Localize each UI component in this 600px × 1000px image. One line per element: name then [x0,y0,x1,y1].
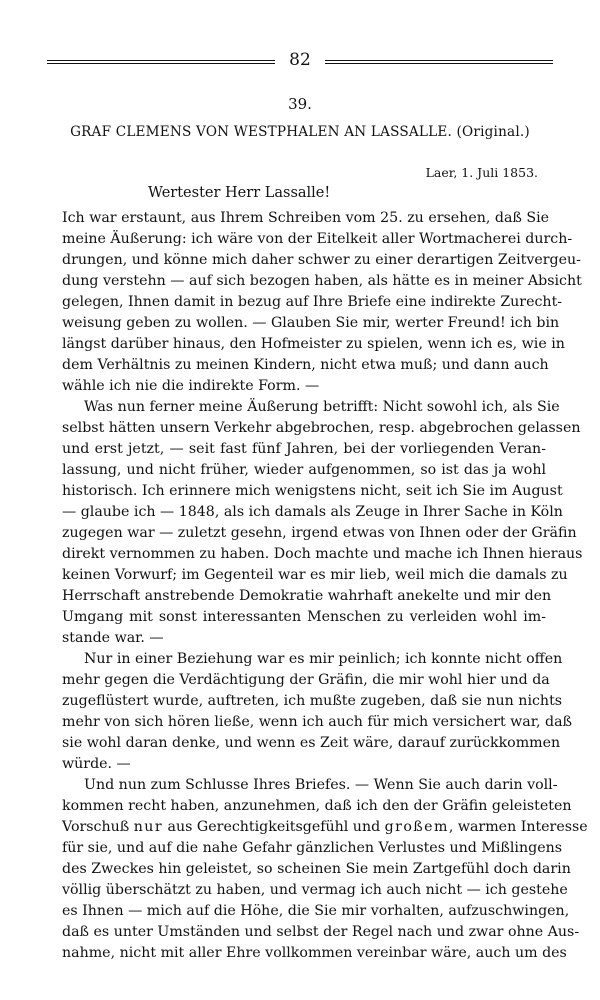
text-line-emphasis [62,817,588,838]
text-line: nahme, nicht mit aller Ehre vollkommen vereinbar wäre, auch um des [62,945,567,961]
letter-salutation: Wertester Herr Lassalle! [148,185,331,201]
letter-title: GRAF CLEMENS VON WESTPHALEN AN LASSALLE. (Original.) [70,124,530,140]
text-line: mehr gegen die Verdächtigung der Gräfin, die mir wohl hier und da [62,672,550,688]
text-segment: aus Gerechtigkeitsgefühl und [163,819,385,835]
text-line: stande war. — [62,630,164,646]
spaced-emphasis: nur [133,819,164,835]
spaced-emphasis: großem [384,819,449,835]
text-line: dem Verhältnis zu meinen Kindern, nicht etwa muß; und dann auch [62,357,549,373]
text-line: historisch. Ich erinnere mich wenigstens nicht, seit ich Sie im August [62,483,563,499]
text-line: daß es unter Umständen und selbst der Regel nach und zwar ohne Aus- [62,924,580,940]
text-line: längst darüber hinaus, den Hofmeister zu spielen, wenn ich es, wie in [62,336,565,352]
text-line: Und nun zum Schlusse Ihres Briefes. — Wenn Sie auch darin voll- [84,777,558,793]
text-line: drungen, und könne mich daher schwer zu einer derartigen Zeitvergeu- [62,252,581,268]
header-rule-left [47,60,275,64]
text-line: Herrschaft anstrebende Demokratie wahrhaft anekelte und mir den [62,588,552,604]
text-line: — glaube ich — 1848, als ich damals als Zeuge in Ihrer Sache in Köln [62,504,563,520]
text-line: Was nun ferner meine Äußerung betrifft: Nicht sowohl ich, als Sie [84,399,560,415]
text-segment: , warmen Interesse [448,819,588,835]
text-segment: Vorschuß [62,819,134,835]
letter-body [62,208,588,964]
letter-number: 39. [288,95,312,113]
text-line: dung verstehn — auf sich bezogen haben, als hätte es in meiner Absicht [62,273,582,289]
text-line: zugeflüstert wurde, auftreten, ich mußte zugeben, daß sie nun nichts [62,693,563,709]
text-line: des Zweckes hin geleistet, so scheinen Sie mein Zartgefühl doch darin [62,861,571,877]
text-line: Ich war erstaunt, aus Ihrem Schreiben vom 25. zu ersehen, daß Sie [62,210,550,226]
text-line: und erst jetzt, — seit fast fünf Jahren, bei der vorliegenden Veran- [62,441,546,457]
page-number: 82 [289,50,311,70]
text-line: gelegen, Ihnen damit in bezug auf Ihre Briefe eine indirekte Zurecht- [62,294,563,310]
text-line: zugegen war — zuletzt gesehn, irgend etwas von Ihnen oder der Gräfin [62,525,577,541]
text-line: es Ihnen — mich auf die Höhe, die Sie mir vorhalten, aufzuschwingen, [62,903,570,919]
text-line: wähle ich nie die indirekte Form. — [62,378,320,394]
text-line: sie wohl daran denke, und wenn es Zeit wäre, darauf zurückkommen [62,735,561,751]
text-line: für sie, und auf die nahe Gefahr gänzlichen Verlustes und Mißlingens [62,840,563,856]
page-header [47,48,553,76]
text-line: keinen Vorwurf; im Gegenteil war es mir lieb, weil mich die damals zu [62,567,568,583]
text-line: mehr von sich hören ließe, wenn ich auch für mich versichert war, daß [62,714,573,730]
text-line: lassung, und nicht früher, wieder aufgenommen, so ist das ja wohl [62,462,546,478]
text-line: weisung geben zu wollen. — Glauben Sie mir, werter Freund! ich bin [62,315,560,331]
text-line: selbst hätten unsern Verkehr abgebrochen, resp. abgebrochen gelassen [62,420,581,436]
text-line: würde. — [62,756,131,772]
text-line: völlig überschätzt zu haben, und vermag ich auch nicht — ich gestehe [62,882,568,898]
text-line: direkt vernommen zu haben. Doch machte und mache ich Ihnen hieraus [62,546,583,562]
text-line: Nur in einer Beziehung war es mir peinlich; ich konnte nicht offen [84,651,563,667]
letter-place-date: Laer, 1. Juli 1853. [425,165,538,180]
text-line: meine Äußerung: ich wäre von der Eitelkeit aller Wortmacherei durch- [62,231,573,247]
text-line: kommen recht haben, anzunehmen, daß ich den der Gräfin geleisteten [62,798,572,814]
header-rule-right [325,60,553,64]
text-line: Umgang mit sonst interessanten Menschen zu verleiden wohl im- [62,609,546,625]
